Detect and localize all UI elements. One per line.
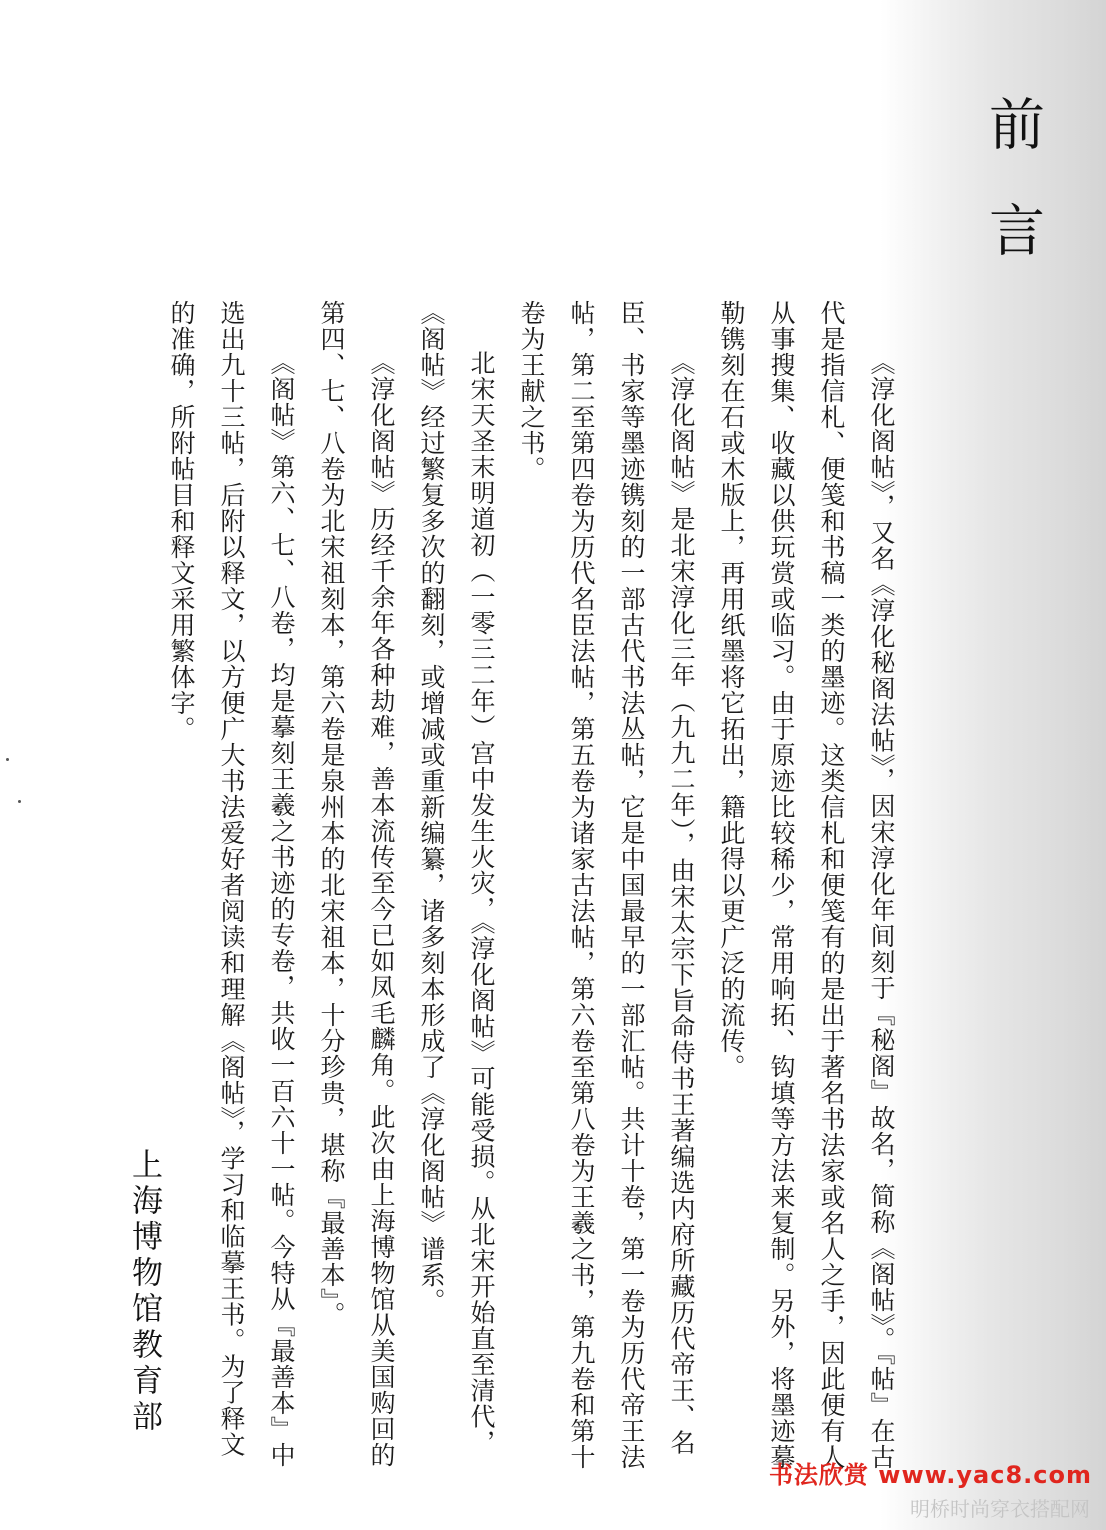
watermark-subtext: 明桥时尚穿衣搭配网 <box>910 1497 1090 1521</box>
paragraph: 《淳化阁帖》，又名《淳化秘阁法帖》，因宋淳化年间刻于『秘阁』故名，简称《阁帖》。『帖』在古代是指信札、便笺和书稿一类的墨迹。这类信札和便笺有的是出于著名书法家或名人之手，因此便有人从事搜集、收藏以供玩赏或临习。由于原迹比较稀少，常用响拓、钩填等方法来复制。另外，将墨迹摹勒镌刻在石或木版上，再用纸墨将它拓出，籍此得以更广泛的流传。 <box>717 300 896 1470</box>
scan-speck <box>18 800 21 803</box>
paragraph: 《阁帖》第六、七、八卷，均是摹刻王羲之书迹的专卷，共收一百六十一帖。今特从『最善本』中选出九十三帖，后附以释文，以方便广大书法爱好者阅读和理解《阁帖》，学习和临摹王书。为了释文的准确，所附帖目和释文采用繁体字。 <box>167 300 296 1468</box>
scan-speck <box>6 758 9 761</box>
watermark-text: 书法欣赏 www.yac8.com <box>768 1461 1092 1489</box>
preface-body <box>156 300 906 1480</box>
paragraph: 北宋天圣末明道初（一零三二年）宫中发生火灾，《淳化阁帖》可能受损。从北宋开始直至清代，《阁帖》经过繁复多次的翻刻，或增减或重新编纂，诸多刻本形成了《淳化阁帖》谱系。 <box>417 300 496 1456</box>
paragraph: 《淳化阁帖》是北宋淳化三年（九九二年），由宋太宗下旨命侍书王著编选内府所藏历代帝王、名臣、书家等墨迹镌刻的一部古代书法丛帖，它是中国最早的一部汇帖。共计十卷，第一卷为历代帝王法帖，第二至第四卷为历代名臣法帖，第五卷为诸家古法帖，第六卷至第八卷为王羲之书，第九卷和第十卷为王献之书。 <box>517 300 696 1470</box>
paragraph: 《淳化阁帖》历经千余年各种劫难，善本流传至今已如凤毛麟角。此次由上海博物馆从美国购回的第四、七、八卷为北宋祖刻本，第六卷是泉州本的北宋祖本，十分珍贵，堪称『最善本』。 <box>317 300 396 1468</box>
page-title: 前言 <box>980 95 1045 307</box>
signature: 上海博物馆教育部 <box>126 1148 162 1436</box>
